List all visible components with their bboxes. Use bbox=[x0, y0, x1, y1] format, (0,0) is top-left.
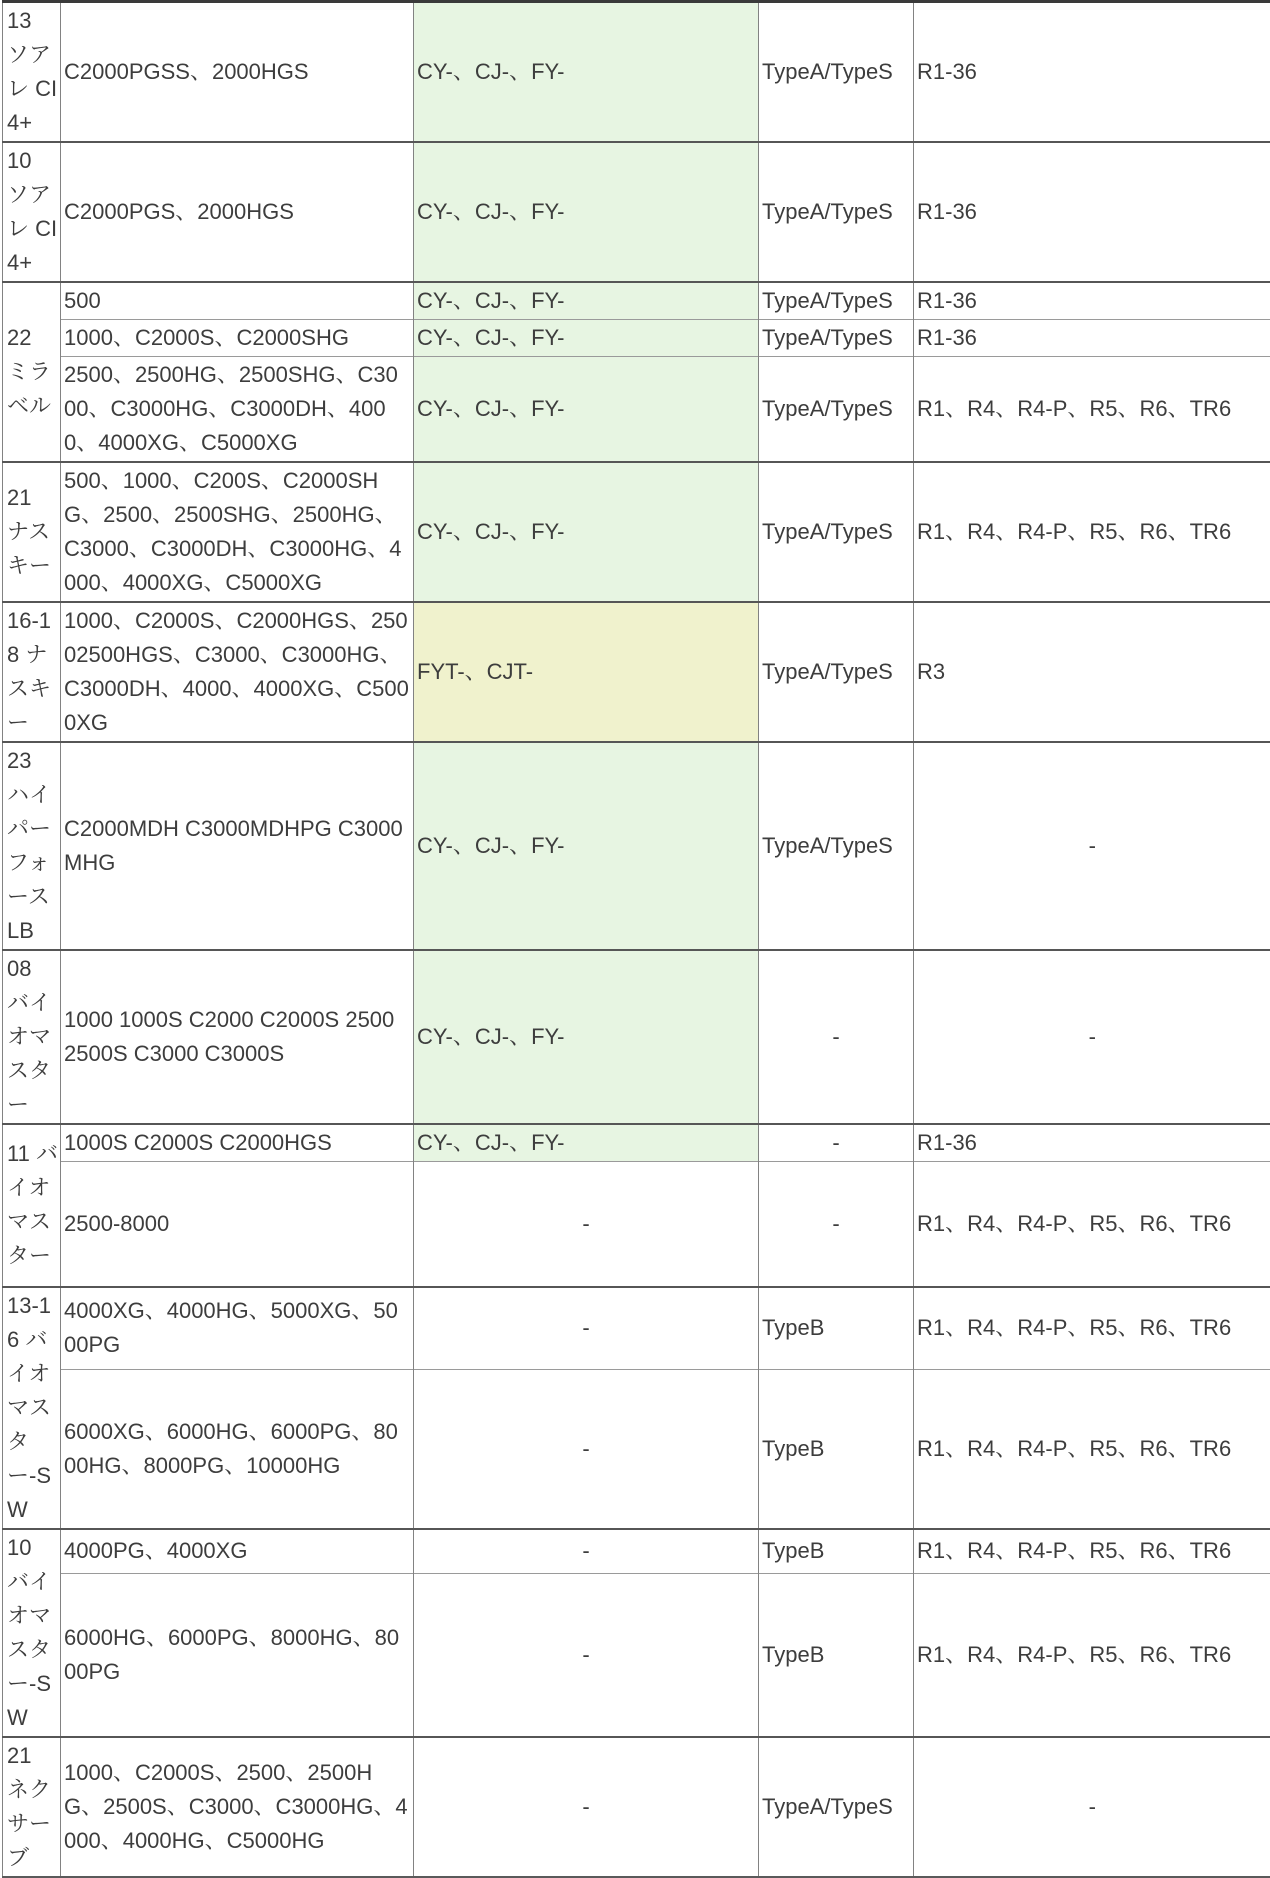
cell-models: 500 bbox=[61, 282, 414, 320]
table-row bbox=[3, 1737, 1270, 1877]
cell-r-codes: - bbox=[914, 742, 1270, 950]
cell-spool-codes: - bbox=[414, 1162, 759, 1287]
table-row bbox=[3, 2, 1270, 143]
cell-models: 1000、C2000S、2500、2500HG、2500S、C3000、C3000HG、4000、4000HG、C5000HG bbox=[61, 1737, 414, 1877]
cell-r-codes: R3 bbox=[914, 602, 1270, 742]
cell-type: TypeA/TypeS bbox=[759, 602, 914, 742]
cell-series: 16-18 ナスキー bbox=[3, 602, 61, 742]
cell-r-codes: - bbox=[914, 1737, 1270, 1877]
table-row bbox=[3, 1162, 1270, 1287]
cell-r-codes: R1-36 bbox=[914, 1124, 1270, 1162]
table-row bbox=[3, 142, 1270, 282]
cell-spool-codes: - bbox=[414, 1573, 759, 1736]
cell-spool-codes: - bbox=[414, 1369, 759, 1528]
cell-series: 23 ハイパーフォース LB bbox=[3, 742, 61, 950]
cell-models: 2500-8000 bbox=[61, 1162, 414, 1287]
table-row bbox=[3, 320, 1270, 357]
cell-r-codes: R1、R4、R4-P、R5、R6、TR6 bbox=[914, 1573, 1270, 1736]
cell-r-codes: R1-36 bbox=[914, 320, 1270, 357]
table-row bbox=[3, 282, 1270, 320]
cell-models: 4000XG、4000HG、5000XG、5000PG bbox=[61, 1287, 414, 1370]
cell-r-codes: R1、R4、R4-P、R5、R6、TR6 bbox=[914, 1529, 1270, 1574]
cell-models: 500、1000、C200S、C2000SHG、2500、2500SHG、2500HG、C3000、C3000DH、C3000HG、4000、4000XG、C5000XG bbox=[61, 462, 414, 602]
cell-series: 21 ネクサーブ bbox=[3, 1737, 61, 1877]
table-row bbox=[3, 1369, 1270, 1528]
cell-type: TypeA/TypeS bbox=[759, 1737, 914, 1877]
cell-models: 6000HG、6000PG、8000HG、8000PG bbox=[61, 1573, 414, 1736]
cell-models: 1000、C2000S、C2000HGS、25002500HGS、C3000、C3000HG、C3000DH、4000、4000XG、C5000XG bbox=[61, 602, 414, 742]
cell-spool-codes: CY-、CJ-、FY- bbox=[414, 282, 759, 320]
cell-spool-codes: FYT-、CJT- bbox=[414, 602, 759, 742]
cell-spool-codes: CY-、CJ-、FY- bbox=[414, 1124, 759, 1162]
table-row bbox=[3, 462, 1270, 602]
cell-spool-codes: CY-、CJ-、FY- bbox=[414, 2, 759, 143]
cell-r-codes: - bbox=[914, 950, 1270, 1124]
cell-r-codes: R1-36 bbox=[914, 142, 1270, 282]
table-row bbox=[3, 1573, 1270, 1736]
cell-type: TypeA/TypeS bbox=[759, 2, 914, 143]
cell-type: TypeA/TypeS bbox=[759, 320, 914, 357]
cell-series: 10 ソアレ CI4+ bbox=[3, 142, 61, 282]
cell-series: 10 バイオマスター-SW bbox=[3, 1529, 61, 1737]
cell-type: TypeB bbox=[759, 1529, 914, 1574]
cell-spool-codes: - bbox=[414, 1737, 759, 1877]
cell-type: - bbox=[759, 1162, 914, 1287]
cell-r-codes: R1-36 bbox=[914, 2, 1270, 143]
cell-series: 13-16 バイオマスター-SW bbox=[3, 1287, 61, 1529]
cell-r-codes: R1、R4、R4-P、R5、R6、TR6 bbox=[914, 1369, 1270, 1528]
cell-models: C2000PGSS、2000HGS bbox=[61, 2, 414, 143]
table-row bbox=[3, 1287, 1270, 1370]
table-row bbox=[3, 1529, 1270, 1574]
cell-series: 22 ミラベル bbox=[3, 282, 61, 462]
cell-type: - bbox=[759, 950, 914, 1124]
cell-type: TypeB bbox=[759, 1369, 914, 1528]
cell-type: TypeA/TypeS bbox=[759, 462, 914, 602]
cell-spool-codes: CY-、CJ-、FY- bbox=[414, 320, 759, 357]
cell-models: 2500、2500HG、2500SHG、C3000、C3000HG、C3000DH、4000、4000XG、C5000XG bbox=[61, 357, 414, 463]
reel-compatibility-table bbox=[2, 0, 1270, 1878]
cell-r-codes: R1、R4、R4-P、R5、R6、TR6 bbox=[914, 1162, 1270, 1287]
cell-models: C2000PGS、2000HGS bbox=[61, 142, 414, 282]
cell-series: 11 バイオマスター bbox=[3, 1124, 61, 1287]
table-row bbox=[3, 950, 1270, 1124]
table-row bbox=[3, 357, 1270, 463]
cell-models: 4000PG、4000XG bbox=[61, 1529, 414, 1574]
cell-type: TypeB bbox=[759, 1573, 914, 1736]
cell-models: 1000 1000S C2000 C2000S 2500 2500S C3000 C3000S bbox=[61, 950, 414, 1124]
cell-series: 08 バイオマスター bbox=[3, 950, 61, 1124]
cell-spool-codes: CY-、CJ-、FY- bbox=[414, 950, 759, 1124]
cell-r-codes: R1-36 bbox=[914, 282, 1270, 320]
cell-spool-codes: CY-、CJ-、FY- bbox=[414, 742, 759, 950]
cell-models: 1000、C2000S、C2000SHG bbox=[61, 320, 414, 357]
cell-type: TypeA/TypeS bbox=[759, 142, 914, 282]
cell-series: 21 ナスキー bbox=[3, 462, 61, 602]
cell-r-codes: R1、R4、R4-P、R5、R6、TR6 bbox=[914, 462, 1270, 602]
cell-spool-codes: - bbox=[414, 1287, 759, 1370]
cell-type: TypeA/TypeS bbox=[759, 282, 914, 320]
cell-models: 1000S C2000S C2000HGS bbox=[61, 1124, 414, 1162]
cell-type: TypeB bbox=[759, 1287, 914, 1370]
cell-type: - bbox=[759, 1124, 914, 1162]
cell-spool-codes: CY-、CJ-、FY- bbox=[414, 462, 759, 602]
cell-models: 6000XG、6000HG、6000PG、8000HG、8000PG、10000HG bbox=[61, 1369, 414, 1528]
table-row bbox=[3, 742, 1270, 950]
cell-r-codes: R1、R4、R4-P、R5、R6、TR6 bbox=[914, 357, 1270, 463]
cell-type: TypeA/TypeS bbox=[759, 357, 914, 463]
table-row bbox=[3, 602, 1270, 742]
table-row bbox=[3, 1124, 1270, 1162]
cell-spool-codes: CY-、CJ-、FY- bbox=[414, 357, 759, 463]
cell-type: TypeA/TypeS bbox=[759, 742, 914, 950]
cell-spool-codes: CY-、CJ-、FY- bbox=[414, 142, 759, 282]
cell-models: C2000MDH C3000MDHPG C3000MHG bbox=[61, 742, 414, 950]
cell-series: 13 ソアレ CI4+ bbox=[3, 2, 61, 143]
cell-r-codes: R1、R4、R4-P、R5、R6、TR6 bbox=[914, 1287, 1270, 1370]
cell-spool-codes: - bbox=[414, 1529, 759, 1574]
